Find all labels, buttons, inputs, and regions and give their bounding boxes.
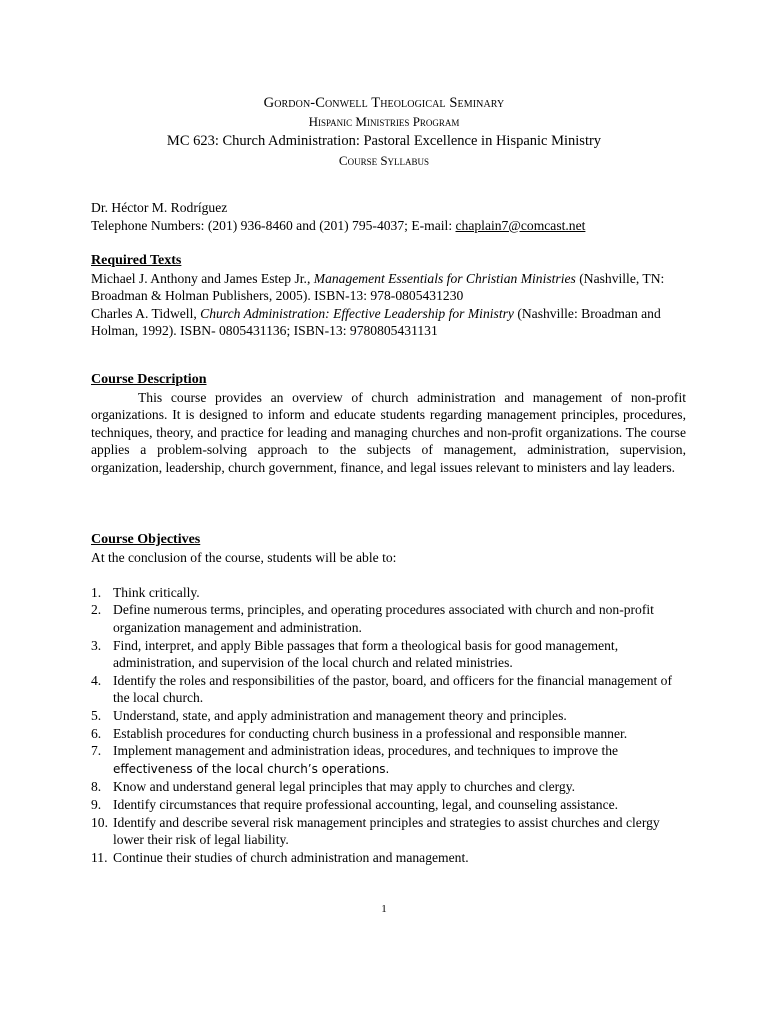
- book-1: [91, 270, 686, 305]
- list-item-number: 1.: [91, 584, 102, 600]
- course-description-body: This course provides an overview of church administration and management of non-profit organizations. It is designed to inform and educate students regarding management principles, procedures, techniques, theory, and practice for leading and managing churches and non-profit organizations. The course applies a problem-solving approach to the subjects of management, administration, supervision, organization, leadership, church government, finance, and legal issues relevant to ministers and lay leaders.: [91, 389, 686, 475]
- list-item-number: 6.: [91, 725, 102, 741]
- list-item-text: Identify and describe several risk management principles and strategies to assist churches and clergy lower their risk of legal liability.: [113, 814, 660, 848]
- list-item-text: Think critically.: [113, 584, 200, 600]
- instructor-name: Dr. Héctor M. Rodríguez: [91, 200, 228, 215]
- course-description-section: [91, 371, 686, 477]
- list-item: [91, 584, 686, 602]
- course-objectives-section: [91, 531, 686, 866]
- list-item-text: Identify circumstances that require professional accounting, legal, and counseling assistance.: [113, 796, 619, 812]
- book-2-authors: Charles A. Tidwell,: [91, 305, 201, 321]
- book-2: [91, 305, 686, 340]
- course-title: MC 623: Church Administration: Pastoral Excellence in Hispanic Ministry: [166, 133, 602, 149]
- program-name: Hispanic Ministries Program: [308, 114, 460, 129]
- book-2-details: (Nashville: Broadman and: [513, 305, 661, 321]
- book-2-publisher: Holman, 1992). ISBN- 0805431136; ISBN-13: 9780805431131: [91, 323, 438, 339]
- list-item: [91, 707, 686, 725]
- contact-numbers: Telephone Numbers: (201) 936-8460 and (201) 795-4037; E-mail:: [91, 217, 456, 233]
- list-item-number: 9.: [91, 796, 102, 812]
- institution-name: Gordon-Conwell Theological Seminary: [263, 95, 505, 111]
- list-item: [91, 814, 686, 849]
- list-item-number: 11.: [91, 849, 108, 865]
- list-item-number: 4.: [91, 672, 102, 688]
- email-link[interactable]: chaplain7@comcast.net: [455, 217, 586, 233]
- instructor-info: [91, 199, 686, 234]
- instructor-contact: [91, 217, 686, 235]
- list-item: [91, 725, 686, 743]
- book-1-title: Management Essentials for Christian Ministries: [313, 270, 576, 286]
- book-2-title: Church Administration: Effective Leadership for Ministry: [200, 305, 514, 321]
- list-item: [91, 778, 686, 796]
- list-item-text: Know and understand general legal principles that may apply to churches and clergy.: [113, 779, 576, 795]
- list-item-text-continued: effectiveness of the local church’s operations.: [113, 761, 390, 776]
- page-number: 1: [381, 903, 387, 915]
- book-1-details: (Nashville, TN:: [575, 270, 665, 286]
- list-item-text: Continue their studies of church administration and management.: [113, 849, 469, 865]
- document-header: [0, 93, 768, 171]
- list-item-number: 5.: [91, 707, 102, 723]
- list-item: [91, 637, 686, 672]
- course-description-heading: Course Description: [91, 372, 207, 387]
- list-item-number: 7.: [91, 743, 102, 759]
- list-item-text: Implement management and administration ideas, procedures, and techniques to improve the: [113, 743, 619, 759]
- required-texts-heading: Required Texts: [91, 253, 182, 268]
- list-item: [91, 849, 686, 867]
- list-item-text: Establish procedures for conducting church business in a professional and responsible manner.: [113, 725, 628, 741]
- list-item: [91, 672, 686, 707]
- list-item-text: Find, interpret, and apply Bible passages that form a theological basis for good management, administration, and supervision of the local church and related ministries.: [113, 637, 619, 671]
- list-item: [91, 796, 686, 814]
- book-1-publisher: Broadman & Holman Publishers, 2005). ISBN-13: 978-0805431230: [91, 288, 464, 304]
- list-item-number: 3.: [91, 637, 102, 653]
- course-objectives-heading: Course Objectives: [91, 532, 201, 547]
- list-item: [91, 742, 686, 778]
- book-1-authors: Michael J. Anthony and James Estep Jr.,: [91, 270, 314, 286]
- required-texts-section: [91, 252, 686, 340]
- list-item-number: 10.: [91, 814, 108, 830]
- list-item-number: 2.: [91, 602, 102, 618]
- course-objectives-intro: At the conclusion of the course, students will be able to:: [91, 549, 397, 565]
- list-item-text: Define numerous terms, principles, and operating procedures associated with church and non-profit organization management and administration.: [113, 602, 654, 635]
- list-item-text: Identify the roles and responsibilities of the pastor, board, and officers for the financial management of the local church.: [113, 672, 673, 706]
- list-item-text: Understand, state, and apply administration and management theory and principles.: [113, 707, 567, 723]
- objectives-list: [91, 584, 686, 867]
- document-type: Course Syllabus: [338, 153, 430, 168]
- list-item-number: 8.: [91, 779, 102, 795]
- list-item: [91, 601, 686, 636]
